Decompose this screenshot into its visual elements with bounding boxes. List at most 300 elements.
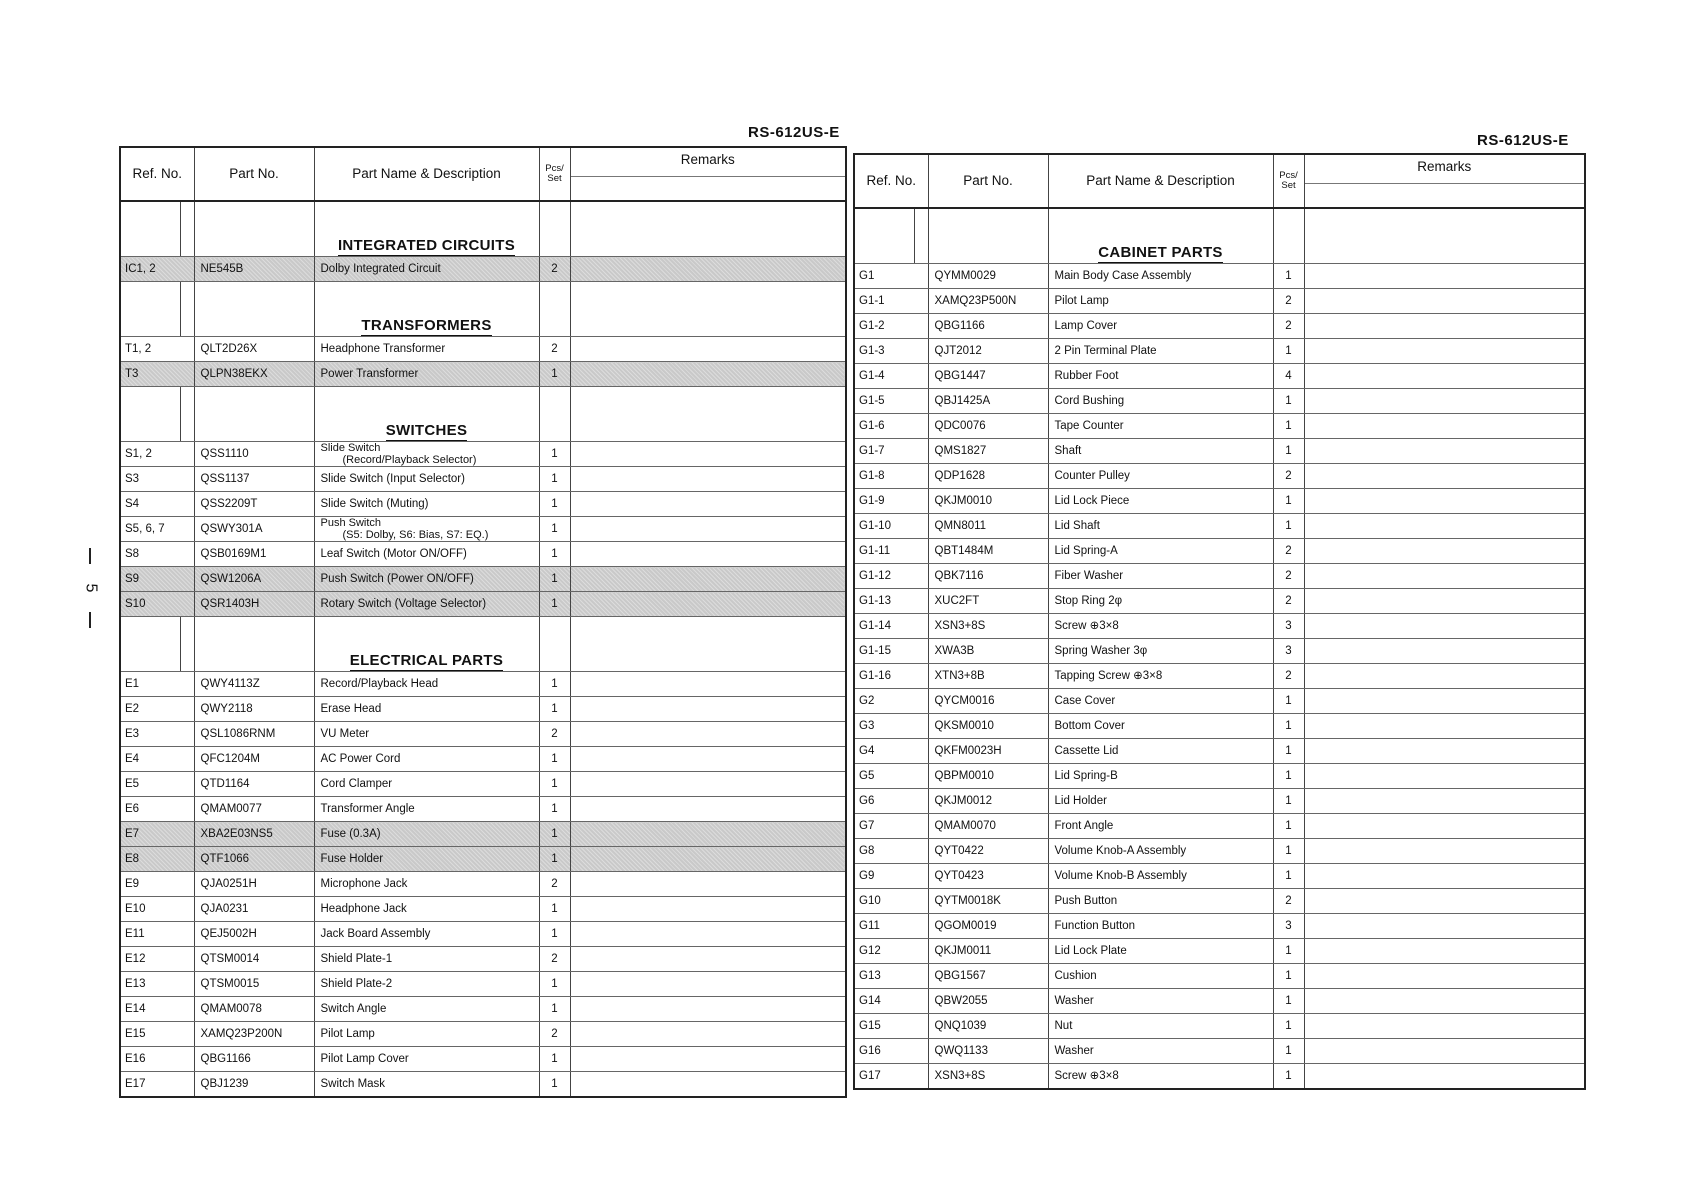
part-no: QBG1567 (928, 964, 1048, 989)
section-spacer (180, 387, 194, 442)
table-row (120, 722, 846, 747)
table-row (854, 464, 1585, 489)
table-row (120, 567, 846, 592)
ref-no: G1-6 (854, 414, 928, 439)
remarks (570, 1047, 846, 1072)
table-row (854, 314, 1585, 339)
part-no: QYCM0016 (928, 689, 1048, 714)
description: Fuse (0.3A) (314, 822, 539, 847)
ref-no: E3 (120, 722, 194, 747)
ref-no: E12 (120, 947, 194, 972)
pcs-per-set: 1 (1273, 1064, 1304, 1090)
ref-no: G1-16 (854, 664, 928, 689)
table-header (854, 154, 1585, 208)
remarks (570, 672, 846, 697)
description: Transformer Angle (314, 797, 539, 822)
pcs-per-set: 1 (539, 797, 570, 822)
pcs-per-set: 1 (1273, 739, 1304, 764)
table-row (854, 689, 1585, 714)
section-spacer (194, 201, 314, 257)
ref-no: E1 (120, 672, 194, 697)
table-row (120, 672, 846, 697)
section-spacer (570, 387, 846, 442)
ref-no: G1-7 (854, 439, 928, 464)
description (314, 517, 539, 542)
part-no: QYTM0018K (928, 889, 1048, 914)
pcs-per-set: 1 (1273, 689, 1304, 714)
remarks (570, 997, 846, 1022)
ref-no: E15 (120, 1022, 194, 1047)
table-row (120, 922, 846, 947)
table-row (120, 947, 846, 972)
remarks (1304, 839, 1585, 864)
ref-no: G8 (854, 839, 928, 864)
col-ref-no: Ref. No. (120, 147, 194, 201)
part-no: QWY4113Z (194, 672, 314, 697)
description: Main Body Case Assembly (1048, 264, 1273, 289)
pcs-per-set: 1 (539, 847, 570, 872)
part-no: QKSM0010 (928, 714, 1048, 739)
section-spacer (120, 387, 180, 442)
pcs-per-set: 1 (1273, 989, 1304, 1014)
description: Record/Playback Head (314, 672, 539, 697)
ref-no: G14 (854, 989, 928, 1014)
table-row (120, 442, 846, 467)
part-no: QBJ1239 (194, 1072, 314, 1098)
ref-no: G4 (854, 739, 928, 764)
page-number-dash-top (89, 548, 91, 564)
description: Switch Mask (314, 1072, 539, 1098)
parts-list-right-body (854, 208, 1585, 1089)
description: Screw ⊕3×8 (1048, 614, 1273, 639)
table-row (854, 1014, 1585, 1039)
pcs-per-set: 3 (1273, 914, 1304, 939)
section-title-cell (1048, 208, 1273, 264)
table-row (120, 467, 846, 492)
ref-no: G2 (854, 689, 928, 714)
part-no: XSN3+8S (928, 1064, 1048, 1090)
col-ref-no: Ref. No. (854, 154, 928, 208)
table-row (854, 639, 1585, 664)
ref-no: G1-14 (854, 614, 928, 639)
ref-no: E9 (120, 872, 194, 897)
pcs-per-set: 3 (1273, 639, 1304, 664)
remarks (570, 337, 846, 362)
remarks (1304, 764, 1585, 789)
description: Cushion (1048, 964, 1273, 989)
remarks (570, 822, 846, 847)
ref-no: S9 (120, 567, 194, 592)
description: Washer (1048, 1039, 1273, 1064)
col-remarks: Remarks (1304, 154, 1585, 208)
table-row (120, 872, 846, 897)
pcs-per-set: 3 (1273, 614, 1304, 639)
remarks (570, 922, 846, 947)
pcs-per-set: 2 (539, 1022, 570, 1047)
ref-no: E16 (120, 1047, 194, 1072)
pcs-per-set: 1 (539, 1072, 570, 1098)
description: Pilot Lamp (1048, 289, 1273, 314)
model-number-left: RS-612US-E (748, 124, 840, 141)
description: Case Cover (1048, 689, 1273, 714)
ref-no: G1-1 (854, 289, 928, 314)
part-no: QEJ5002H (194, 922, 314, 947)
description: Erase Head (314, 697, 539, 722)
col-part-no: Part No. (194, 147, 314, 201)
description: Washer (1048, 989, 1273, 1014)
pcs-per-set: 1 (1273, 964, 1304, 989)
description: Lid Lock Plate (1048, 939, 1273, 964)
section-title: INTEGRATED CIRCUITS (338, 237, 515, 257)
table-row (854, 414, 1585, 439)
ref-no: G7 (854, 814, 928, 839)
section-spacer (120, 282, 180, 337)
description: Cassette Lid (1048, 739, 1273, 764)
table-row (854, 989, 1585, 1014)
table-row (120, 972, 846, 997)
pcs-per-set: 1 (539, 362, 570, 387)
table-row (854, 1039, 1585, 1064)
description-line-2: (Record/Playback Selector) (342, 454, 477, 466)
description: Volume Knob-B Assembly (1048, 864, 1273, 889)
ref-no: G15 (854, 1014, 928, 1039)
ref-no: E14 (120, 997, 194, 1022)
section-spacer (539, 201, 570, 257)
ref-no: S5, 6, 7 (120, 517, 194, 542)
remarks (570, 872, 846, 897)
pcs-per-set: 2 (1273, 314, 1304, 339)
description: Front Angle (1048, 814, 1273, 839)
pcs-per-set: 1 (1273, 939, 1304, 964)
remarks (570, 897, 846, 922)
pcs-per-set: 2 (1273, 664, 1304, 689)
part-no: QBT1484M (928, 539, 1048, 564)
description: Lid Spring-A (1048, 539, 1273, 564)
ref-no: E10 (120, 897, 194, 922)
ref-no: G9 (854, 864, 928, 889)
ref-no: S4 (120, 492, 194, 517)
ref-no: G1-3 (854, 339, 928, 364)
remarks (1304, 364, 1585, 389)
description: VU Meter (314, 722, 539, 747)
pcs-per-set: 1 (539, 997, 570, 1022)
section-spacer (928, 208, 1048, 264)
part-no: QBW2055 (928, 989, 1048, 1014)
description: Rotary Switch (Voltage Selector) (314, 592, 539, 617)
pcs-per-set: 2 (1273, 539, 1304, 564)
section-heading-row (120, 617, 846, 672)
pcs-per-set: 1 (1273, 839, 1304, 864)
table-row (854, 339, 1585, 364)
remarks (1304, 339, 1585, 364)
remarks (570, 517, 846, 542)
part-no: QKJM0010 (928, 489, 1048, 514)
section-spacer (539, 387, 570, 442)
description: Power Transformer (314, 362, 539, 387)
ref-no: S3 (120, 467, 194, 492)
table-header (120, 147, 846, 201)
remarks (1304, 739, 1585, 764)
description: Stop Ring 2φ (1048, 589, 1273, 614)
section-spacer (570, 282, 846, 337)
ref-no: G13 (854, 964, 928, 989)
remarks (570, 492, 846, 517)
table-row (854, 889, 1585, 914)
part-no: QWY2118 (194, 697, 314, 722)
section-spacer (194, 617, 314, 672)
remarks (570, 947, 846, 972)
pcs-per-set: 1 (1273, 1039, 1304, 1064)
model-number-right: RS-612US-E (1477, 132, 1569, 149)
description: Cord Clamper (314, 772, 539, 797)
section-spacer (1273, 208, 1304, 264)
ref-no: E8 (120, 847, 194, 872)
pcs-per-set: 1 (539, 972, 570, 997)
table-row (854, 289, 1585, 314)
description: Lid Holder (1048, 789, 1273, 814)
remarks (1304, 1039, 1585, 1064)
pcs-per-set: 1 (539, 517, 570, 542)
pcs-per-set: 2 (1273, 889, 1304, 914)
table-row (120, 847, 846, 872)
remarks (1304, 589, 1585, 614)
parts-list-left (119, 146, 847, 1098)
table-row (120, 362, 846, 387)
section-title: ELECTRICAL PARTS (350, 652, 503, 672)
pcs-per-set: 2 (539, 722, 570, 747)
part-no: QMAM0070 (928, 814, 1048, 839)
description: Headphone Jack (314, 897, 539, 922)
part-no: XWA3B (928, 639, 1048, 664)
table-row (854, 839, 1585, 864)
description: Lid Spring-B (1048, 764, 1273, 789)
pcs-per-set: 1 (539, 897, 570, 922)
pcs-per-set: 2 (539, 872, 570, 897)
description-line-2: (S5: Dolby, S6: Bias, S7: EQ.) (342, 529, 489, 541)
part-no: QFC1204M (194, 747, 314, 772)
table-row (120, 997, 846, 1022)
ref-no: G17 (854, 1064, 928, 1090)
pcs-per-set: 1 (1273, 264, 1304, 289)
section-spacer (1304, 208, 1585, 264)
table-row (120, 1022, 846, 1047)
section-spacer (120, 617, 180, 672)
pcs-per-set: 1 (1273, 489, 1304, 514)
table-row (854, 939, 1585, 964)
description: Microphone Jack (314, 872, 539, 897)
description: Lamp Cover (1048, 314, 1273, 339)
remarks (1304, 314, 1585, 339)
part-no: XTN3+8B (928, 664, 1048, 689)
part-no: QNQ1039 (928, 1014, 1048, 1039)
part-no: QBK7116 (928, 564, 1048, 589)
part-no: QMAM0077 (194, 797, 314, 822)
remarks (570, 1072, 846, 1098)
description: Volume Knob-A Assembly (1048, 839, 1273, 864)
remarks (1304, 489, 1585, 514)
description: Slide Switch (Input Selector) (314, 467, 539, 492)
pcs-per-set: 2 (1273, 589, 1304, 614)
description: Shield Plate-2 (314, 972, 539, 997)
table-row (854, 764, 1585, 789)
remarks (1304, 639, 1585, 664)
ref-no: E13 (120, 972, 194, 997)
part-no: QGOM0019 (928, 914, 1048, 939)
description: Fuse Holder (314, 847, 539, 872)
section-spacer (539, 617, 570, 672)
section-spacer (194, 282, 314, 337)
pcs-per-set: 4 (1273, 364, 1304, 389)
remarks (570, 362, 846, 387)
description: Jack Board Assembly (314, 922, 539, 947)
part-no: QSB0169M1 (194, 542, 314, 567)
description: Pilot Lamp Cover (314, 1047, 539, 1072)
ref-no: E6 (120, 797, 194, 822)
col-pcs-set: Pcs/ Set (1273, 154, 1304, 208)
remarks (1304, 414, 1585, 439)
ref-no: E11 (120, 922, 194, 947)
section-spacer (570, 617, 846, 672)
pcs-per-set: 1 (539, 822, 570, 847)
part-no: QBJ1425A (928, 389, 1048, 414)
ref-no: G1-15 (854, 639, 928, 664)
part-no: QJA0251H (194, 872, 314, 897)
pcs-per-set: 1 (1273, 439, 1304, 464)
part-no: QJA0231 (194, 897, 314, 922)
section-title-cell (314, 387, 539, 442)
page-number-dash-bottom (89, 612, 91, 628)
table-row (120, 897, 846, 922)
description-line-1: Slide Switch (320, 442, 381, 454)
ref-no: G3 (854, 714, 928, 739)
section-heading-row (854, 208, 1585, 264)
remarks (570, 797, 846, 822)
pcs-per-set: 1 (1273, 789, 1304, 814)
pcs-per-set: 1 (539, 492, 570, 517)
ref-no: E17 (120, 1072, 194, 1098)
remarks (1304, 1064, 1585, 1090)
ref-no: IC1, 2 (120, 257, 194, 282)
pcs-per-set: 2 (539, 947, 570, 972)
part-no: QSWY301A (194, 517, 314, 542)
remarks (570, 972, 846, 997)
table-row (854, 914, 1585, 939)
remarks (1304, 539, 1585, 564)
section-title-cell (314, 617, 539, 672)
part-no: QDC0076 (928, 414, 1048, 439)
parts-list-right (853, 153, 1586, 1090)
ref-no: E5 (120, 772, 194, 797)
pcs-per-set: 1 (1273, 389, 1304, 414)
part-no: QKFM0023H (928, 739, 1048, 764)
pcs-per-set: 1 (539, 1047, 570, 1072)
table-row (120, 1072, 846, 1098)
page-number-digit: 5 (82, 583, 99, 593)
pcs-per-set: 1 (1273, 864, 1304, 889)
pcs-per-set: 1 (1273, 814, 1304, 839)
description: Lid Lock Piece (1048, 489, 1273, 514)
remarks (1304, 464, 1585, 489)
pcs-per-set: 1 (1273, 764, 1304, 789)
remarks (1304, 964, 1585, 989)
ref-no: E7 (120, 822, 194, 847)
ref-no: G1-5 (854, 389, 928, 414)
pcs-per-set: 1 (539, 592, 570, 617)
description: Screw ⊕3×8 (1048, 1064, 1273, 1090)
part-no: QLPN38EKX (194, 362, 314, 387)
part-no: QLT2D26X (194, 337, 314, 362)
col-remarks: Remarks (570, 147, 846, 201)
ref-no: G16 (854, 1039, 928, 1064)
table-row (120, 797, 846, 822)
description: Function Button (1048, 914, 1273, 939)
ref-no: G1-11 (854, 539, 928, 564)
ref-no: G1-4 (854, 364, 928, 389)
description: Cord Bushing (1048, 389, 1273, 414)
part-no: QTF1066 (194, 847, 314, 872)
remarks (1304, 439, 1585, 464)
table-row (854, 1064, 1585, 1090)
table-row (854, 614, 1585, 639)
part-no: QKJM0011 (928, 939, 1048, 964)
pcs-per-set: 2 (1273, 289, 1304, 314)
section-spacer (194, 387, 314, 442)
description: Push Switch (Power ON/OFF) (314, 567, 539, 592)
part-no: XAMQ23P200N (194, 1022, 314, 1047)
table-row (854, 439, 1585, 464)
section-spacer (180, 282, 194, 337)
remarks (570, 257, 846, 282)
description: Tapping Screw ⊕3×8 (1048, 664, 1273, 689)
table-row (854, 389, 1585, 414)
ref-no: E4 (120, 747, 194, 772)
ref-no: G10 (854, 889, 928, 914)
remarks (1304, 289, 1585, 314)
part-no: QMS1827 (928, 439, 1048, 464)
remarks (1304, 389, 1585, 414)
part-no: QYT0422 (928, 839, 1048, 864)
ref-no: G6 (854, 789, 928, 814)
description: Push Button (1048, 889, 1273, 914)
pcs-per-set: 1 (539, 922, 570, 947)
table-row (854, 714, 1585, 739)
table-row (854, 514, 1585, 539)
ref-no: S8 (120, 542, 194, 567)
table-row (854, 739, 1585, 764)
description: Lid Shaft (1048, 514, 1273, 539)
remarks (570, 542, 846, 567)
part-no: QTSM0015 (194, 972, 314, 997)
section-title: TRANSFORMERS (361, 317, 491, 337)
part-no: QSW1206A (194, 567, 314, 592)
table-row (854, 964, 1585, 989)
table-row (120, 1047, 846, 1072)
remarks (1304, 914, 1585, 939)
ref-no: G1-9 (854, 489, 928, 514)
description: Headphone Transformer (314, 337, 539, 362)
ref-no: S10 (120, 592, 194, 617)
section-spacer (570, 201, 846, 257)
col-description: Part Name & Description (1048, 154, 1273, 208)
description: Shaft (1048, 439, 1273, 464)
part-no: XUC2FT (928, 589, 1048, 614)
pcs-per-set: 2 (1273, 464, 1304, 489)
table-row (120, 492, 846, 517)
pcs-per-set: 1 (1273, 714, 1304, 739)
remarks (1304, 514, 1585, 539)
part-no: QSL1086RNM (194, 722, 314, 747)
pcs-per-set: 1 (539, 672, 570, 697)
